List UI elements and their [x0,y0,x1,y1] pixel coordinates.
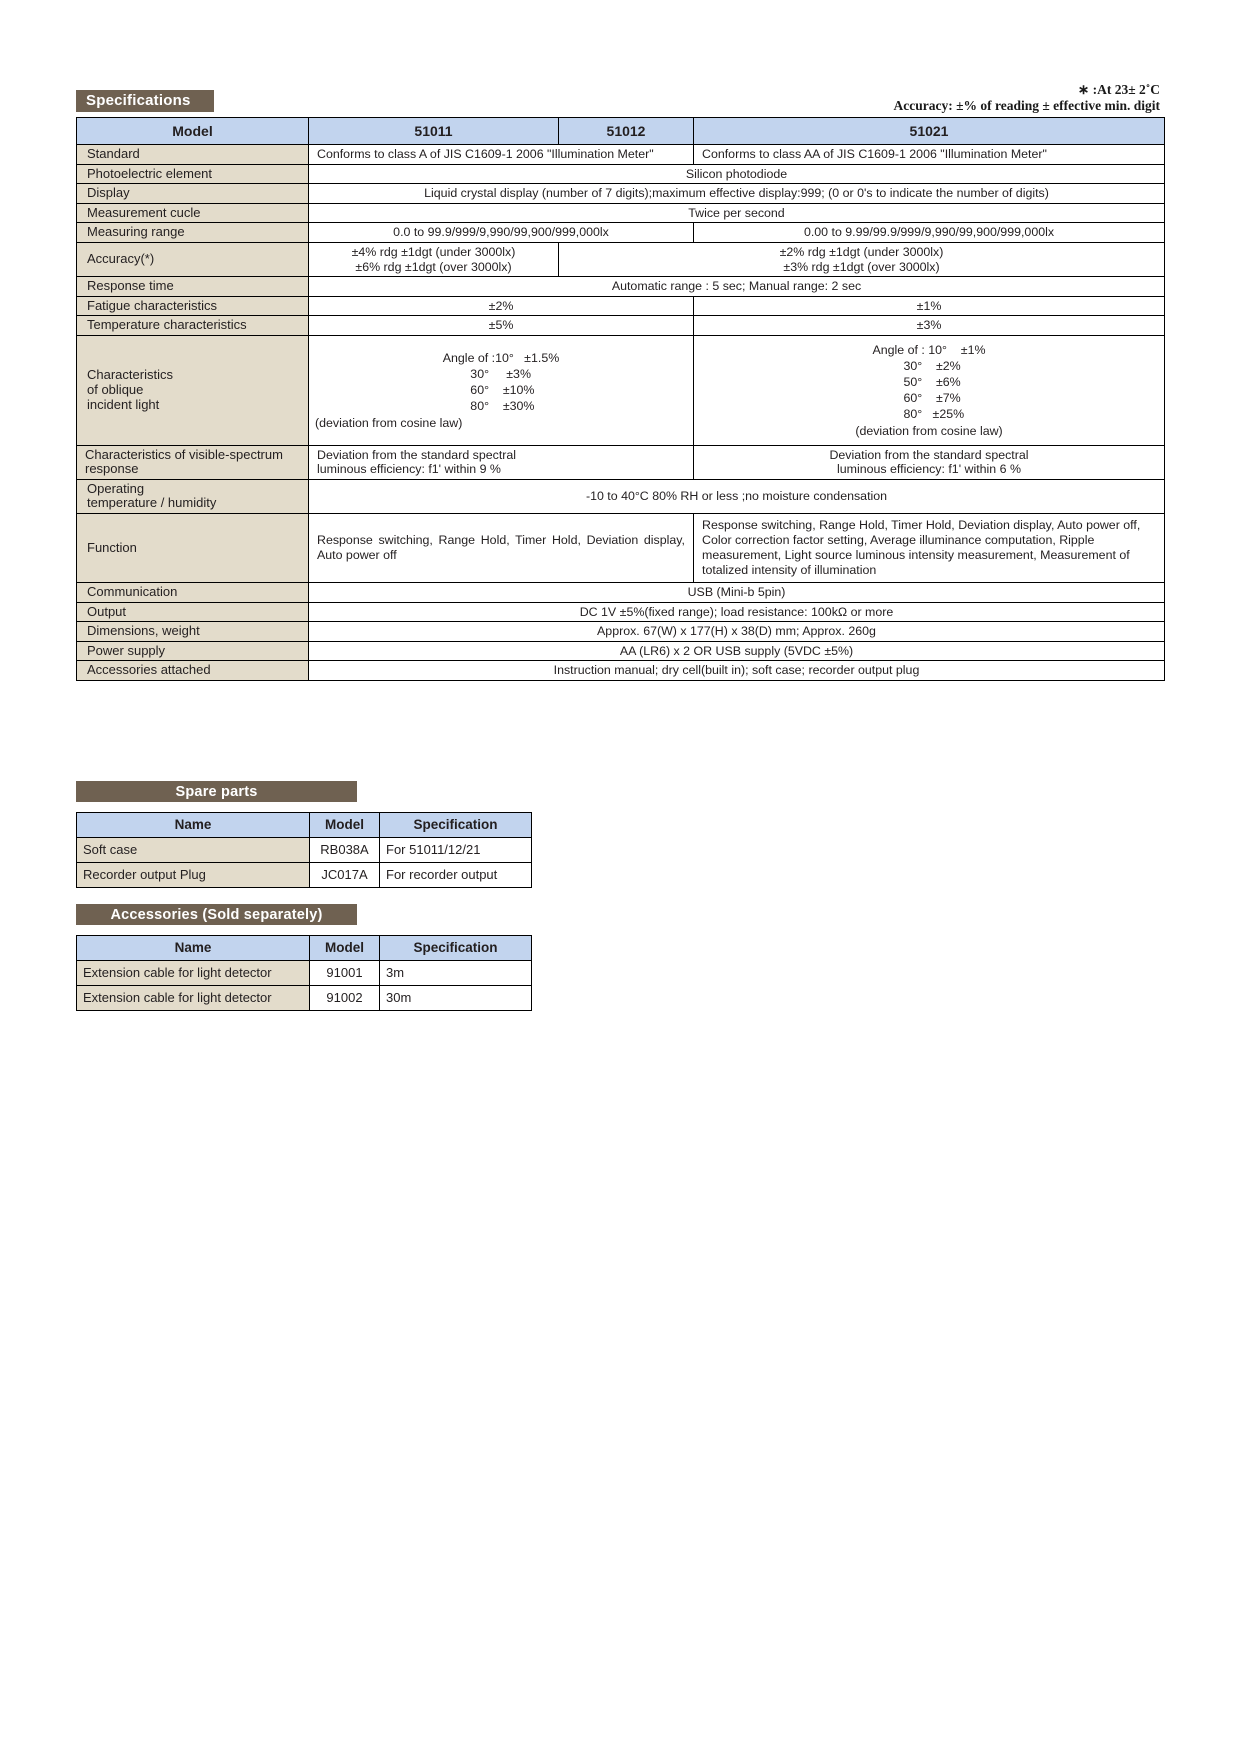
row-label-operating [77,479,309,513]
operating-label-line-2: temperature / humidity [87,495,217,511]
table-row-header [77,118,1165,145]
oblique-label-line-1: Characteristics [87,367,173,383]
visible-spectrum-right-line-2: luminous efficiency: f1' within 6 % [837,462,1021,477]
row-label-standard: Standard [77,145,309,165]
row-label-visible-spectrum [77,445,309,479]
header-51012: 51012 [559,118,694,145]
table-row-photoelectric-element [77,164,1165,184]
row-label-accuracy: Accuracy(*) [77,242,309,276]
acc-row-model: 91002 [310,986,380,1011]
table-row-header [77,936,532,961]
fatigue-left: ±2% [309,296,694,316]
visible-spectrum-left-line-1: Deviation from the standard spectral [317,447,517,462]
visible-spectrum-left [309,445,694,479]
table-row-accuracy [77,242,1165,276]
table-row-header [77,813,532,838]
measurement-conditions-note [600,82,1160,113]
row-label-measurement-cycle: Measurement cucle [77,203,309,223]
communication-value: USB (Mini-b 5pin) [309,582,1165,602]
photoelectric-element-value: Silicon photodiode [309,164,1165,184]
accuracy-left-line-2: ±6% rdg ±1dgt (over 3000lx) [355,259,512,274]
acc-header-name: Name [77,936,310,961]
oblique-left-row: Angle of :10° ±1.5% [442,350,560,365]
spare-parts-banner: Spare parts [76,781,357,802]
row-label-temperature: Temperature characteristics [77,316,309,336]
row-label-output: Output [77,602,309,622]
table-row-fatigue [77,296,1165,316]
oblique-left-row: 30° ±3% [442,366,531,381]
temperature-right: ±3% [694,316,1165,336]
header-model: Model [77,118,309,145]
power-supply-value: AA (LR6) x 2 OR USB supply (5VDC ±5%) [309,641,1165,661]
row-label-fatigue: Fatigue characteristics [77,296,309,316]
accuracy-right [559,242,1165,276]
oblique-label-line-2: of oblique [87,381,144,397]
header-51021: 51021 [694,118,1165,145]
row-label-photoelectric-element: Photoelectric element [77,164,309,184]
row-label-oblique [77,335,309,445]
spare-parts-table [76,812,532,888]
operating-value: -10 to 40°C 80% RH or less ;no moisture condensation [309,479,1165,513]
accuracy-left-line-1: ±4% rdg ±1dgt (under 3000lx) [351,244,516,259]
oblique-right-angles [872,342,985,422]
oblique-left-row: 80° ±30% [442,398,535,413]
oblique-left-footer: (deviation from cosine law) [315,415,463,430]
acc-row-name: Extension cable for light detector [77,961,310,986]
display-value: Liquid crystal display (number of 7 digits);maximum effective display:999; (0 or 0's to indicate the number of digits) [309,184,1165,204]
acc-row-spec: 3m [380,961,532,986]
row-label-accessories-attached: Accessories attached [77,661,309,681]
standard-value-left: Conforms to class A of JIS C1609-1 2006 "Illumination Meter" [309,145,694,165]
output-value: DC 1V ±5%(fixed range); load resistance: 100kΩ or more [309,602,1165,622]
response-time-value: Automatic range : 5 sec; Manual range: 2 sec [309,277,1165,297]
visible-spectrum-right-line-1: Deviation from the standard spectral [829,447,1029,462]
spare-row-model: JC017A [310,863,380,888]
table-row-measuring-range [77,223,1165,243]
spare-row-spec: For recorder output [380,863,532,888]
table-row-power-supply [77,641,1165,661]
table-row [77,986,532,1011]
oblique-right-row: 60° ±7% [872,390,961,405]
oblique-left-angles [443,350,559,414]
spare-row-name: Recorder output Plug [77,863,310,888]
spare-row-model: RB038A [310,838,380,863]
table-row-measurement-cycle [77,203,1165,223]
table-row-temperature [77,316,1165,336]
visible-spectrum-left-line-2: luminous efficiency: f1' within 9 % [317,462,501,477]
oblique-left-row: 60° ±10% [442,382,535,397]
visible-spectrum-right [694,445,1165,479]
table-row-response-time [77,277,1165,297]
acc-row-spec: 30m [380,986,532,1011]
row-label-dimensions: Dimensions, weight [77,622,309,642]
temperature-left: ±5% [309,316,694,336]
specifications-table [76,117,1165,681]
measuring-range-right: 0.00 to 9.99/99.9/999/9,990/99,900/999,000lx [694,223,1165,243]
standard-value-right: Conforms to class AA of JIS C1609-1 2006 "Illumination Meter" [694,145,1165,165]
spare-row-spec: For 51011/12/21 [380,838,532,863]
oblique-right [694,335,1165,445]
table-row-communication [77,582,1165,602]
accessories-attached-value: Instruction manual; dry cell(built in); soft case; recorder output plug [309,661,1165,681]
note-line-2: Accuracy: ±% of reading ± effective min. digit [893,97,1160,113]
accuracy-right-line-2: ±3% rdg ±1dgt (over 3000lx) [783,259,940,274]
table-row-dimensions [77,622,1165,642]
oblique-left [309,335,694,445]
table-row [77,863,532,888]
acc-row-model: 91001 [310,961,380,986]
table-row-standard [77,145,1165,165]
oblique-label-line-3: incident light [87,396,160,412]
oblique-right-row: Angle of : 10° ±1% [872,342,986,357]
table-row-accessories-attached [77,661,1165,681]
accuracy-left [309,242,559,276]
function-right: Response switching, Range Hold, Timer Hold, Deviation display, Auto power off, Color correction factor setting, Average illuminance computation, Ripple measurement, Light source luminous intensity measurement, Measurement of totalized intensity of illumination [694,513,1165,582]
row-label-measuring-range: Measuring range [77,223,309,243]
row-label-response-time: Response time [77,277,309,297]
row-label-function: Function [77,513,309,582]
oblique-right-footer: (deviation from cosine law) [855,423,1003,438]
header-51011: 51011 [309,118,559,145]
dimensions-value: Approx. 67(W) x 177(H) x 38(D) mm; Approx. 260g [309,622,1165,642]
table-row-oblique [77,335,1165,445]
acc-header-model: Model [310,936,380,961]
table-row-display [77,184,1165,204]
spare-row-name: Soft case [77,838,310,863]
fatigue-right: ±1% [694,296,1165,316]
visible-spectrum-label-line-2: response [85,461,139,477]
table-row [77,838,532,863]
spare-header-model: Model [310,813,380,838]
oblique-right-row: 30° ±2% [872,358,961,373]
table-row-function [77,513,1165,582]
spare-header-specification: Specification [380,813,532,838]
function-left: Response switching, Range Hold, Timer Hold, Deviation display, Auto power off [309,513,694,582]
spare-header-name: Name [77,813,310,838]
acc-row-name: Extension cable for light detector [77,986,310,1011]
row-label-communication: Communication [77,582,309,602]
row-label-power-supply: Power supply [77,641,309,661]
acc-header-specification: Specification [380,936,532,961]
table-row-output [77,602,1165,622]
note-line-1: ∗ :At 23± 2˚C [1077,82,1160,97]
accessories-banner: Accessories (Sold separately) [76,904,357,925]
visible-spectrum-label-line-1: Characteristics of visible-spectrum [85,446,283,462]
oblique-right-row: 80° ±25% [872,406,965,421]
accessories-table [76,935,532,1011]
operating-label-line-1: Operating [87,480,145,496]
table-row [77,961,532,986]
measuring-range-left: 0.0 to 99.9/999/9,990/99,900/999,000lx [309,223,694,243]
table-row-operating [77,479,1165,513]
accuracy-right-line-1: ±2% rdg ±1dgt (under 3000lx) [779,244,944,259]
measurement-cycle-value: Twice per second [309,203,1165,223]
oblique-right-row: 50° ±6% [872,374,961,389]
row-label-display: Display [77,184,309,204]
specifications-banner: Specifications [76,90,214,112]
table-row-visible-spectrum [77,445,1165,479]
